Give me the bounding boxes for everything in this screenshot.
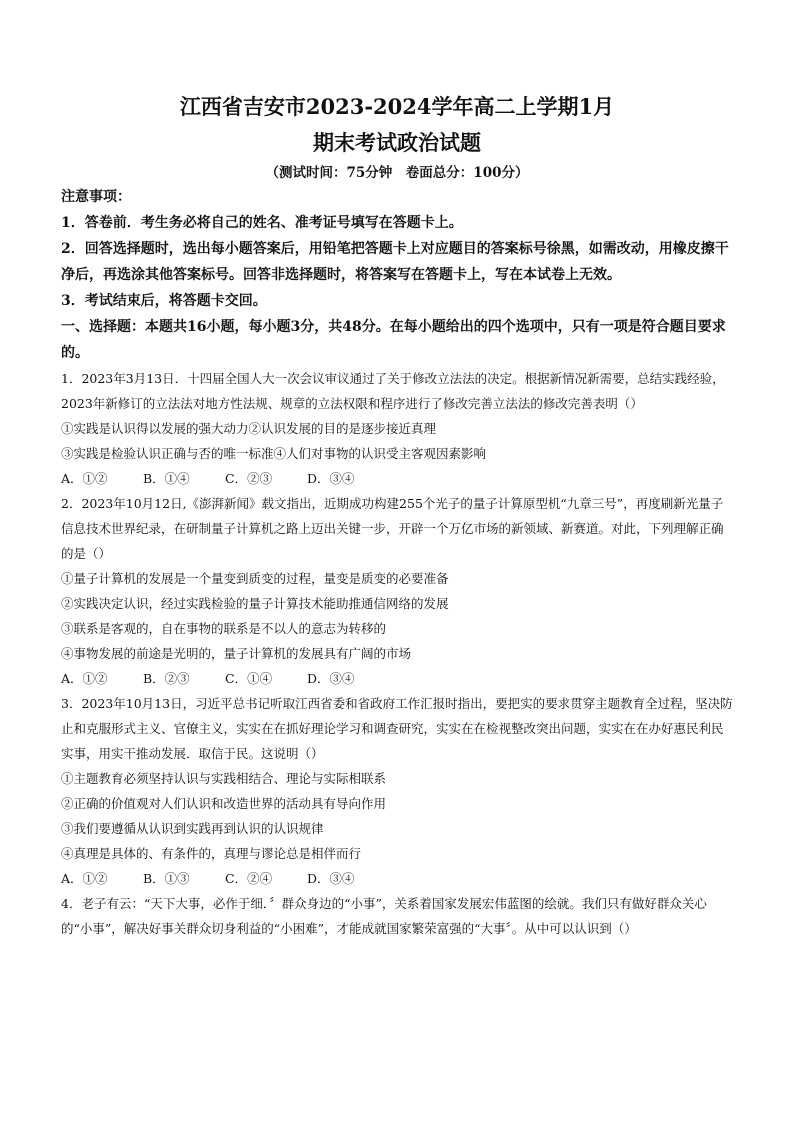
- statement-line: ①量子计算机的发展是一个量变到质变的过程，量变是质变的必要准备: [61, 571, 449, 586]
- option-d: D．③④: [307, 871, 355, 886]
- question-2: [61, 491, 733, 666]
- statement-line: ③实践是检验认识正确与否的唯一标准④人们对事物的认识受主客观因素影响: [61, 446, 487, 461]
- statement-line: ①主题教育必须坚持认识与实践相结合、理论与实际相联系: [61, 771, 387, 786]
- option-c: C．②④: [225, 871, 273, 886]
- question-stem: 3．2023年10月13日，习近平总书记听取江西省委和省政府工作汇报时指出，要把实的要求贯穿主题教育全过程，坚决防止和克服形式主义、官僚主义，实实在在抓好理论学习和调查研究，实实在在检视整改突出问题，实实在在办好惠民利民实事，用实干推动发展．取信于民。这说明（）: [61, 696, 733, 761]
- exam-page: [61, 0, 733, 941]
- statement-line: ③联系是客观的，自在事物的联系是不以人的意志为转移的: [61, 621, 387, 636]
- exam-title-line2: 期末考试政治试题: [313, 130, 481, 155]
- statement-line: ①实践是认识得以发展的强大动力②认识发展的目的是逐步接近真理: [61, 421, 437, 436]
- option-a: A．①②: [61, 871, 108, 886]
- option-d: D．③④: [307, 471, 355, 486]
- question-3: [61, 691, 733, 866]
- statement-line: ④事物发展的前途是光明的，量子计算机的发展具有广阔的市场: [61, 646, 412, 661]
- exam-subtitle: （测试时间：75分钟 卷面总分：100分）: [265, 165, 529, 181]
- option-b: B．①④: [143, 471, 190, 486]
- question-1-options: [61, 466, 733, 491]
- notice-block: [61, 184, 733, 366]
- question-stem: 4．老子有云：“天下大事，必作于细．〞群众身边的“小事”，关系着国家发展宏伟蓝图的绘就。我们只有做好群众关心的“小事”，解决好事关群众切身利益的“小困难”，才能成就国家繁荣富强的“大事〞。从中可以认识到（）: [61, 896, 707, 936]
- section-heading: 一、选择题：本题共16小题，每小题3分，共48分。在每小题给出的四个选项中，只有一项是符合题目要求的。: [61, 319, 726, 361]
- option-c: C．①④: [225, 671, 273, 686]
- option-b: B．①③: [143, 871, 190, 886]
- statement-line: ②实践决定认识，经过实践检验的量子计算技术能助推通信网络的发展: [61, 596, 449, 611]
- notice-item-2: 2．回答选择题时，选出每小题答案后，用铅笔把答题卡上对应题目的答案标号徐黑，如需改动，用橡皮擦干净后，再选涂其他答案标号。回答非选择题时，将答案写在答题卡上，写在本试卷上无效。: [61, 241, 729, 283]
- question-1: [61, 366, 733, 466]
- question-stem: 2．2023年10月12日,《澎湃新闻》载文指出，近期成功构建255个光子的量子计算原型机“九章三号”，再度刷新光量子信息技术世界纪录，在研制量子计算机之路上迈出关键一步，开辟一个万亿市场的新领域、新赛道。对此，下列理解正确的是（）: [61, 496, 724, 561]
- option-a: A．①②: [61, 671, 108, 686]
- question-stem: 1．2023年3月13日．十四届全国人大一次会议审议通过了关于修改立法法的决定。根据新情况新需要，总结实践经验，2023年新修订的立法法对地方性法规、规章的立法权限和程序进行了修改完善立法法的修改完善表明（）: [61, 371, 725, 411]
- exam-title-line1: 江西省吉安市2023-2024学年高二上学期1月: [179, 94, 615, 119]
- notice-item-3: 3．考试结束后，将答题卡交回。: [61, 293, 267, 309]
- question-2-options: [61, 666, 733, 691]
- notice-heading: 注意事项：: [61, 189, 131, 205]
- statement-line: ④真理是具体的、有条件的，真理与谬论总是相伴而行: [61, 846, 362, 861]
- notice-item-1: 1．答卷前．考生务必将自己的姓名、准考证号填写在答题卡上。: [61, 215, 463, 231]
- option-a: A．①②: [61, 471, 108, 486]
- option-c: C．②③: [225, 471, 273, 486]
- question-3-options: [61, 866, 733, 891]
- statement-line: ③我们要遵循从认识到实践再到认识的认识规律: [61, 821, 324, 836]
- option-d: D．③④: [307, 671, 355, 686]
- option-b: B．②③: [143, 671, 190, 686]
- question-4: [61, 891, 733, 941]
- statement-line: ②正确的价值观对人们认识和改造世界的活动具有导向作用: [61, 796, 387, 811]
